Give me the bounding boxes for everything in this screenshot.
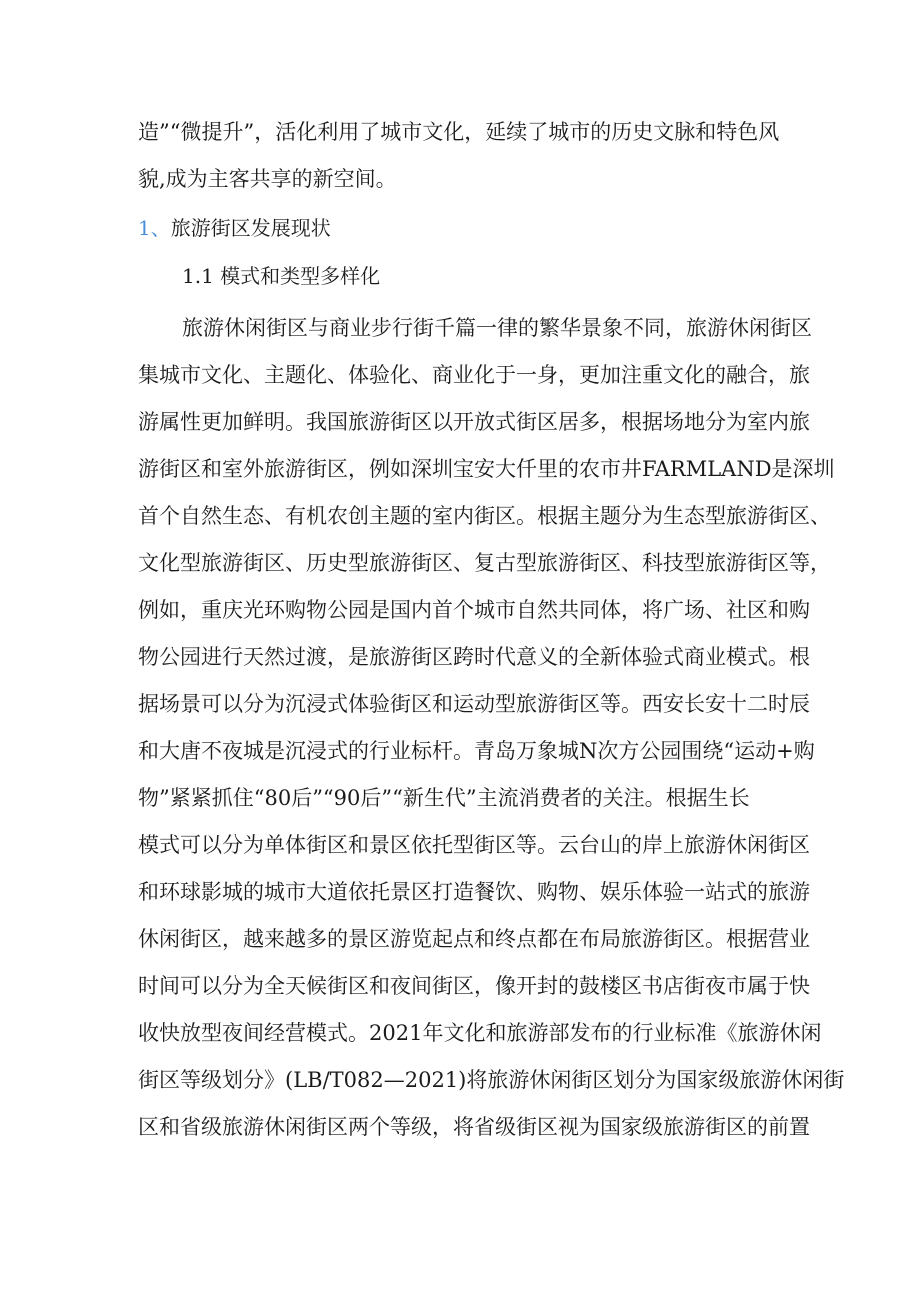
paragraph-line-3: 游属性更加鲜明。我国旅游街区以开放式街区居多，根据场地分为室内旅 xyxy=(138,410,810,434)
paragraph-line-4: 游街区和室外旅游街区，例如深圳宝安大仟里的农市井FARMLAND是深圳 xyxy=(138,457,835,481)
paragraph-line-14: 休闲街区，越来越多的景区游览起点和终点都在布局旅游街区。根据营业 xyxy=(138,927,810,951)
intro-line-2: 貌,成为主客共享的新空间。 xyxy=(138,167,397,191)
paragraph-line-17: 街区等级划分》(LB/T082—2021)将旅游休闲街区划分为国家级旅游休闲街 xyxy=(138,1068,845,1092)
paragraph-line-1: 旅游休闲街区与商业步行街千篇一律的繁华景象不同，旅游休闲街区 xyxy=(182,316,812,340)
section-heading-text: 旅游街区发展现状 xyxy=(170,216,331,240)
paragraph-line-8: 物公园进行天然过渡，是旅游街区跨时代意义的全新体验式商业模式。根 xyxy=(138,645,810,669)
section-heading xyxy=(138,214,331,242)
paragraph-line-16: 收快放型夜间经营模式。2021年文化和旅游部发布的行业标准《旅游休闲 xyxy=(138,1021,822,1045)
paragraph-line-5: 首个自然生态、有机农创主题的室内街区。根据主题分为生态型旅游街区、 xyxy=(138,504,831,528)
paragraph-line-6: 文化型旅游街区、历史型旅游街区、复古型旅游街区、科技型旅游街区等， xyxy=(138,551,831,575)
paragraph-line-11: 物”紧紧抓住“80后”“90后”“新生代”主流消费者的关注。根据生长 xyxy=(138,786,750,810)
paragraph-line-12: 模式可以分为单体街区和景区依托型街区等。云台山的岸上旅游休闲街区 xyxy=(138,833,810,857)
paragraph-line-10: 和大唐不夜城是沉浸式的行业标杆。青岛万象城N次方公园围绕“运动+购 xyxy=(138,739,815,763)
paragraph-line-9: 据场景可以分为沉浸式体验街区和运动型旅游街区等。西安长安十二时辰 xyxy=(138,692,810,716)
paragraph-line-18: 区和省级旅游休闲街区两个等级，将省级街区视为国家级旅游街区的前置 xyxy=(138,1115,810,1139)
paragraph-line-7: 例如，重庆光环购物公园是国内首个城市自然共同体，将广场、社区和购 xyxy=(138,598,810,622)
paragraph-line-13: 和环球影城的城市大道依托景区打造餐饮、购物、娱乐体验一站式的旅游 xyxy=(138,880,810,904)
intro-line-1: 造”“微提升”，活化利用了城市文化，延续了城市的历史文脉和特色风 xyxy=(138,120,780,144)
section-heading-number: 1、 xyxy=(138,216,171,240)
paragraph-line-2: 集城市文化、主题化、体验化、商业化于一身，更加注重文化的融合，旅 xyxy=(138,363,810,387)
paragraph-line-15: 时间可以分为全天候街区和夜间街区，像开封的鼓楼区书店街夜市属于快 xyxy=(138,974,810,998)
subsection-heading: 1.1 模式和类型多样化 xyxy=(182,264,381,288)
